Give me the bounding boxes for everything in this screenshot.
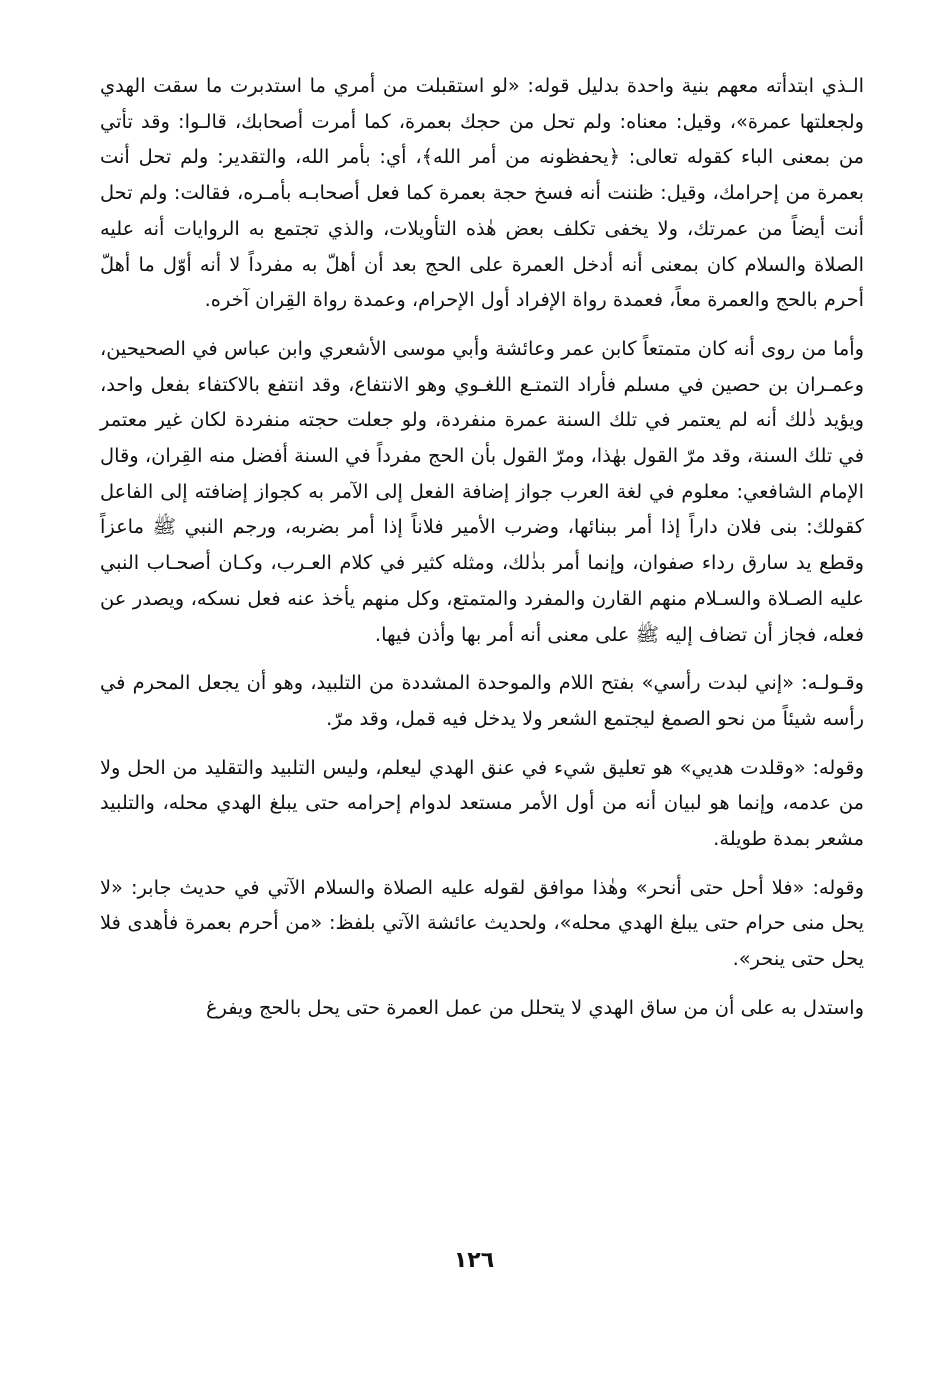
paragraph-2: وأما من روى أنه كان متمتعاً كابن عمر وعائشة وأبي موسى الأشعري وابن عباس في الصحيحين، وعمـران بن حصين في مسلم فأراد التمتـع اللغـوي وهو الانتفاع، وقد انتفع بالاكتفاء بفعل واحد، ويؤيد ذٰلك أنه لم يعتمر في تلك السنة عمرة منفردة، ولو جعلت حجته منفردة لكان غير معتمر في تلك السنة، وقد مرّ القول بهٰذا، ومرّ القول بأن الحج مفرداً في السنة أفضل منه القِران، وقال الإمام الشافعي: معلوم في لغة العرب جواز إضافة الفعل إلى الآمر به كجواز إضافته إلى الفاعل كقولك: بنى فلان داراً إذا أمر ببنائها، وضرب الأمير فلاناً إذا أمر بضربه، ورجم النبي ﷺ ماعزاً وقطع يد سارق رداء صفوان، وإنما أمر بذٰلك، ومثله كثير في كلام العـرب، وكـان أصحـاب النبي عليه الصـلاة والسـلام منهم القارن والمفرد والمتمتع، وكل منهم يأخذ عنه فعل نسكه، ويصدر عن فعله، فجاز أن تضاف إليه ﷺ على معنى أنه أمر بها وأذن فيها. (100, 336, 864, 646)
paragraph-6: واستدل به على أن من ساق الهدي لا يتحلل من عمل العمرة حتى يحل بالحج ويفرغ (205, 995, 864, 1019)
paragraph-5: وقوله: «فلا أحل حتى أنحر» وهٰذا موافق لقوله عليه الصلاة والسلام الآتي في حديث جابر: «لا يحل منى حرام حتى يبلغ الهدي محله»، ولحديث عائشة الآتي بلفظ: «من أحرم بعمرة فأهدى فلا يحل حتى ينحر». (100, 875, 864, 971)
paragraph-1: الـذي ابتدأته معهم بنية واحدة بدليل قوله: «لو استقبلت من أمري ما استدبرت ما سقت الهدي ولجعلتها عمرة»، وقيل: معناه: ولم تحل من حجك بعمرة، كما أمرت أصحابك، قالـوا: وقد تأتي من بمعنى الباء كقوله تعالى: ﴿يحفظونه من أمر الله﴾، أي: بأمر الله، والتقدير: ولم تحل أنت بعمرة من إحرامك، وقيل: ظننت أنه فسخ حجة بعمرة كما فعل أصحابـه بأمـره، فقالت: ولم تحل أنت أيضاً من عمرتك، ولا يخفى تكلف بعض هٰذه التأويلات، والذي تجتمع به الروايات أنه عليه الصلاة والسلام كان بمعنى أنه أدخل العمرة على الحج بعد أن أهلّ به مفرداً لا أنه أوّل ما أهلّ أحرم بالحج والعمرة معاً، فعمدة رواة الإفراد أول الإحرام، وعمدة رواة القِران آخره. (100, 74, 864, 312)
page-text-body (100, 68, 864, 1039)
page-number: ١٢٦ (453, 1248, 495, 1273)
paragraph-4: وقوله: «وقلدت هديي» هو تعليق شيء في عنق الهدي ليعلم، وليس التلبيد والتقليد من الحل ولا من عدمه، وإنما هو لبيان أنه من أول الأمر مستعد لدوام إحرامه حتى يبلغ الهدي محله، والتلبيد مشعر بمدة طويلة. (100, 755, 864, 851)
paragraph-3: وقـولـه: «إني لبدت رأسي» بفتح اللام والموحدة المشددة من التلبيد، وهو أن يجعل المحرم في رأسه شيئاً من نحو الصمغ ليجتمع الشعر ولا يدخل فيه قمل، وقد مرّ. (100, 671, 864, 730)
